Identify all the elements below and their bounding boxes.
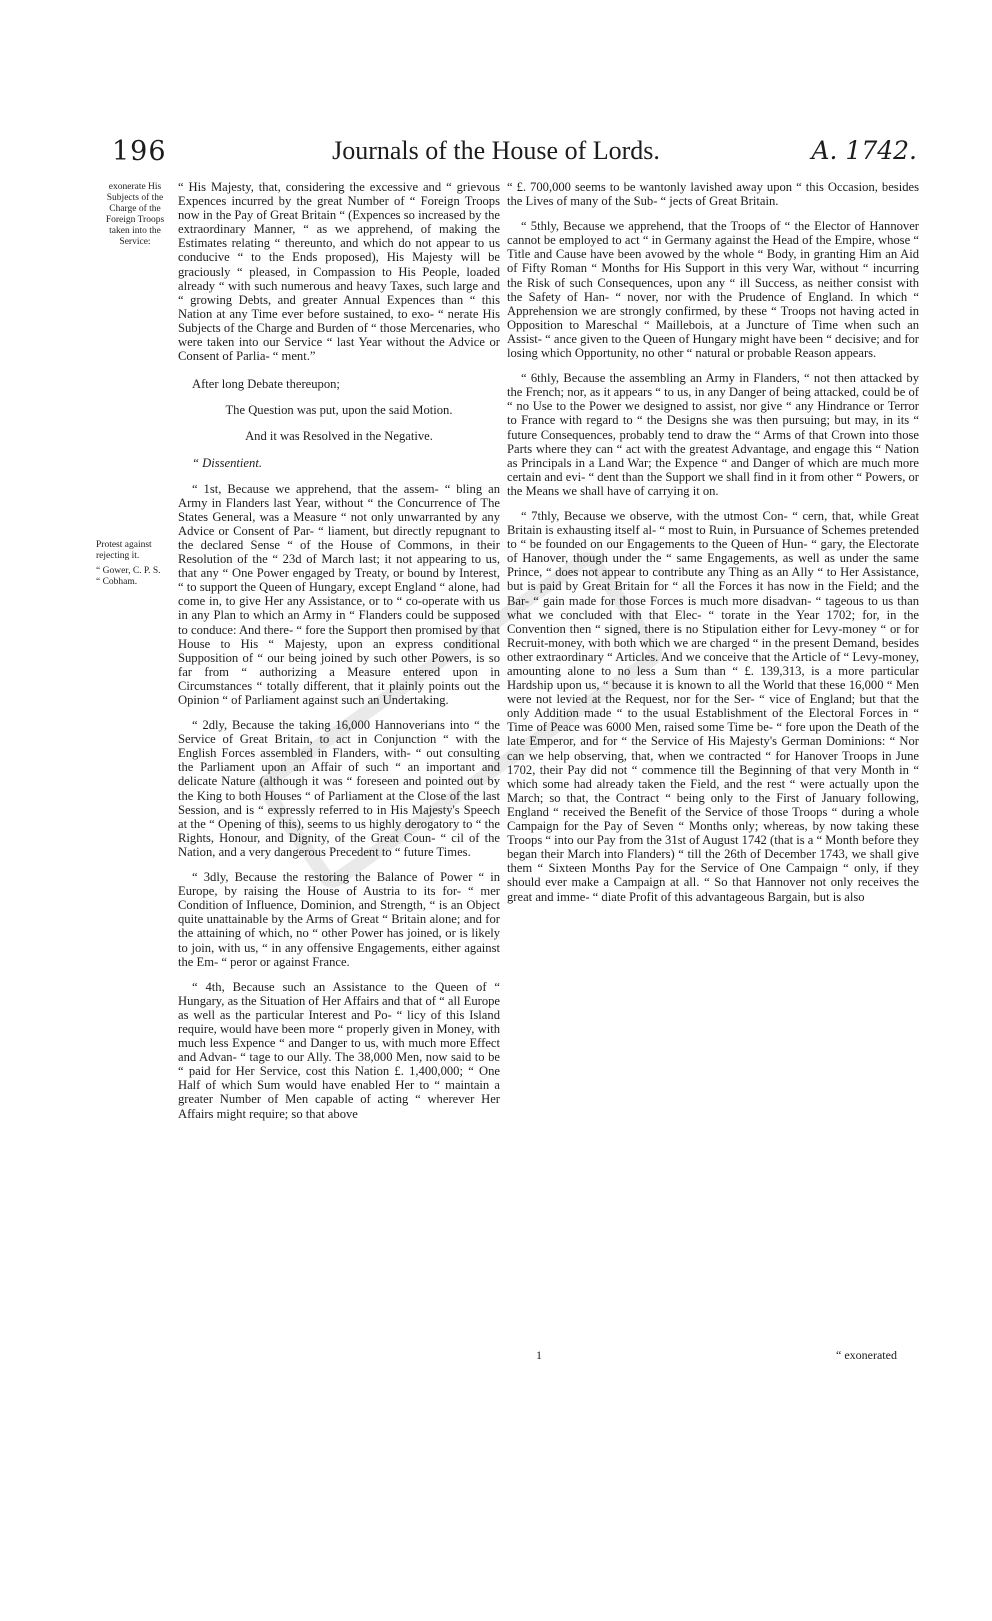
reason-sixth: “ 6thly, Because the assembling an Army in Flanders, “ not then attacked by the French; nor, as it appears “ to us, in any Danger of being attacked, could be of “ no Use to the Power we designed to assist, nor give “ any Hindrance or Terror to France with regard to “ the Designs she was then pursuing; but may, in its “ future Consequences, probably tend to draw the “ Arms of that Crown into those Parts where they can “ act with the greatest Advantage, and engage this “ Nation as Principals in a Land War; the Expence “ and Danger of which are much more certain and evi- “ dent than the Support we shall find in it from other “ Powers, or the Means we shall have of carrying it on. [507,371,919,498]
reason-fourth-continued: “ £. 700,000 seems to be wantonly lavished away upon “ this Occasion, besides the Lives of many of the Sub- “ jects of Great Britain. [507,180,919,209]
reason-second: “ 2dly, Because the taking 16,000 Hannoverians into “ the Service of Great Britain, to act in Conjunction “ with the English Forces assembled in Flanders, with- “ out consulting the Parliament upon an Affair of such “ an important and delicate Nature (although it was “ foreseen and pointed out by the King to both Houses “ of Parliament at the Close of the last Session, and is “ expressly referred to in His Majesty's Speech at the “ Opening of this), seems to us highly derogatory to “ the Rights, Honour, and Dignity, of the Great Coun- “ cil of the Nation, and a very dangerous Precedent to “ future Times. [178,718,500,859]
signatory-gower: “ Gower, C. P. S. [96,566,161,576]
reason-fifth: “ 5thly, Because we apprehend, that the Troops of “ the Elector of Hannover cannot be employed to act “ in Germany against the Head of the Empire, whose “ Title and Cause have been avowed by the whole “ Body, in granting Him an Aid of Fifty Roman “ Months for His Support in this very War, without “ incurring the Risk of such Consequences, upon any “ ill Success, as neither consist with the Safety of Han- “ nover, nor with the Prudence of England. In which “ Apprehension we are strongly confirmed, by these “ Troops not having acted in Opposition to Mareschal “ Maillebois, at a Juncture of Time when such an Assist- “ ance given to the Queen of Hungary might have been “ decisive; and for losing which Opportunity, no other “ natural or probable Reason appears. [507,219,919,361]
page-header [0,136,992,176]
running-title: Journals of the House of Lords. [332,136,660,165]
margin-note-protest: Protest against rejecting it. [96,540,152,561]
reason-fourth: “ 4th, Because such an Assistance to the Queen of “ Hungary, as the Situation of Her Affairs and that of “ all Europe as well as the particular Interest and Po- “ licy of this Island require, would have been more “ properly given in Money, with much less Expence “ and Danger to us, with much more Effect and Advan- “ tage to our Ally. The 38,000 Men, now said to be “ paid for Her Service, cost this Nation £. 1,400,000; “ One Half of which Sum would have enabled Her to “ maintain a greater Number of Men capable of acting “ wherever Her Affairs might require; so that above [178,979,500,1121]
page-number: 196 [112,136,167,167]
margin-note-signatories [96,566,174,588]
dissentient-heading: “ Dissentient. [192,455,262,470]
signatory-cobham: “ Cobham. [96,577,138,587]
reason-third: “ 3dly, Because the restoring the Balance of Power “ in Europe, by raising the House of Austria to its for- “ mer Condition of Influence, Dominion, and Strength, “ is an Object quite unattainable by the Arms of Great “ Britain alone; and for the attaining of which, no “ other Power has joined, or is likely to join, with us, “ in any offensive Engagements, either against the Em- “ peror or against France. [178,870,500,969]
reason-first: “ 1st, Because we apprehend, that the assem- “ bling an Army in Flanders last Year, without “ the Concurrence of The States General, was a Measure “ not only unwarranted by any Advice or Consent of Par- “ liament, but directly repugnant to the declared Sense “ of the House of Commons, in their Resolution of the “ 23d of March last; it not appearing to us, that any “ One Power engaged by Treaty, or bound by Interest, “ to support the Queen of Hungary, except England “ alone, had come in, to give Her any Assistance, or to “ co-operate with us in any Plan to which an Army in “ Flanders could be supposed to conduce: And there- “ fore the Support then promised by that House to His “ Majesty, upon an express conditional Supposition of “ our being joined by such other Powers, is so far from “ authorizing a Measure entered upon in Circumstances “ totally different, that it plainly points out the Opinion “ of Parliament against such an Undertaking. [178,481,500,707]
year-heading: A. 1742. [811,136,917,165]
right-column [507,180,919,915]
signature-mark: 1 [536,1348,542,1362]
margin-note-exonerate: exonerate His Subjects of the Charge of the Foreign Troops taken into the Service: [105,182,165,247]
resolved-line: And it was Resolved in the Negative. [245,429,433,444]
debate-line: After long Debate thereupon; [192,377,340,392]
reason-seventh: “ 7thly, Because we observe, with the utmost Con- “ cern, that, while Great Britain is exhausting itself al- “ most to Ruin, in Pursuance of Schemes pretended to “ be founded on our Engagements to the Queen of Hun- “ gary, the Electorate of Hanover, though under the “ same Engagements, as well as under the same Prince, “ does not appear to contribute any Thing as an Ally “ to Her Assistance, but is paid by Great Britain for “ all the Forces it has now in the Field; and the Bar- “ gain made for those Forces is much more disadvan- “ tageous to us than what we concluded with that Elec- “ torate in the Year 1702; for, in the Convention then “ signed, there is no Stipulation either for Levy-money “ or for Recruit-money, with both which we are charged “ in the present Demand, besides other extraordinary “ Articles. And we conceive that the Article of “ Levy-money, amounting alone to no less a Sum than “ £. 139,313, is a more particular Hardship upon us, “ because it is known to all the World that these 16,000 “ Men were not levied at the Request, nor for the Ser- “ vice of England; but that the only Addition made “ to the usual Establishment of the Electoral Forces in “ Time of Peace was 6000 Men, raised some Time be- “ fore upon the Death of the late Emperor, and for “ the Service of His Majesty's German Dominions: “ Nor can we help observing, that, when we contracted “ for Hanover Troops in June 1702, their Pay did not “ commence till the Beginning of that very Month in “ which some had already taken the Field, and the rest “ were actually upon the March; so that, the Contract “ being only to the First of January following, England “ received the Benefit of the Service of those Troops “ during a whole Campaign for the Pay of Seven “ Months only; whereas, by now taking these Troops “ into our Pay from the 31st of August 1742 (that is a “ Month before they began their March into Flanders) “ till the 26th of December 1743, we shall give them “ Sixteen Months Pay for the Service of One Campaign “ only, if they should ever make a Campaign at all. “ So that Hannover not only receives the great and imme- “ diate Profit of this advantageous Bargain, but is also [507,508,919,904]
left-column [178,180,500,1132]
question-line: The Question was put, upon the said Motion. [225,403,453,418]
catchword: “ exonerated [836,1348,897,1362]
motion-text: “ His Majesty, that, considering the excessive and “ grievous Expences incurred by the great Number of “ Foreign Troops now in the Pay of Great Britain “ (Expences so increased by the extraordinary Manner, “ as we apprehend, of making the Estimates relating “ thereunto, and which do not appear to us conducive “ to the Ends proposed), His Majesty will be graciously “ pleased, in Compassion to His People, loaded already “ with such numerous and heavy Taxes, such large and “ growing Debts, and greater Annual Expences than “ this Nation at any Time ever before sustained, to exo- “ nerate His Subjects of the Charge and Burden of “ those Mercenaries, who were taken into our Service “ last Year without the Advice or Consent of Parlia- “ ment.” [178,180,500,364]
